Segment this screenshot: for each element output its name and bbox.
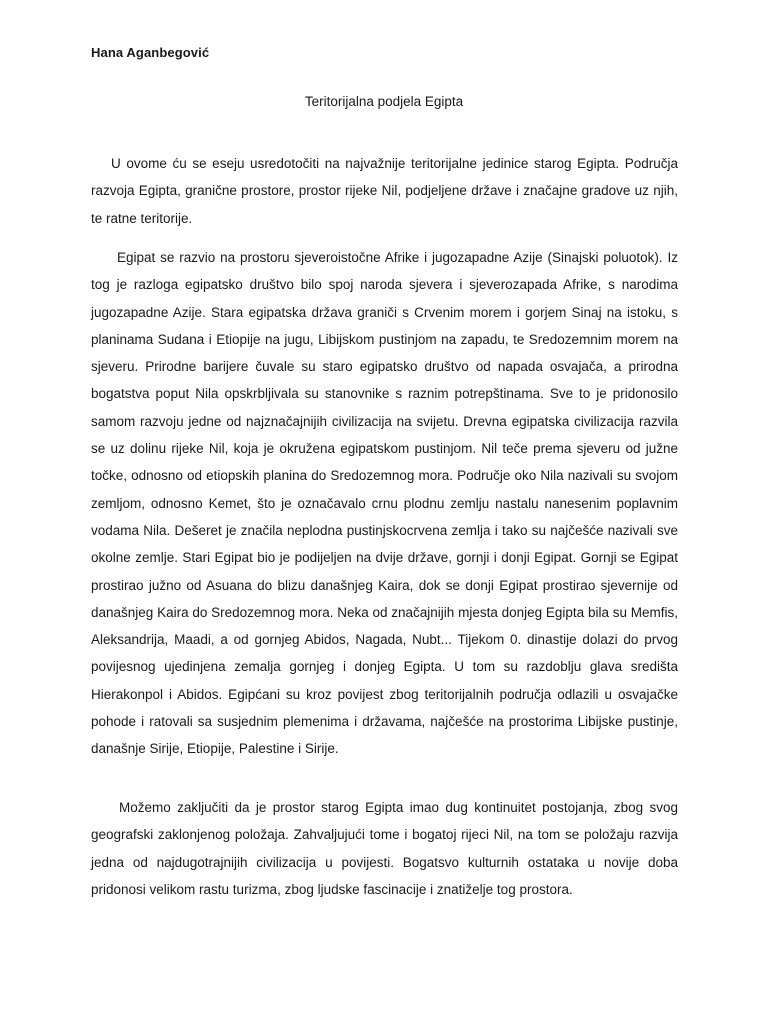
paragraph-main: Egipat se razvio na prostoru sjeveroistočne Afrike i jugozapadne Azije (Sinajski poluotok). Iz tog je razloga egipatsko društvo bilo spoj naroda sjevera i sjeverozapada Afrike, s narodima jugozapadne Azije. Stara egipatska država graniči s Crvenim morem i gorjem Sinaj na istoku, s planinama Sudana i Etiopije na jugu, Libijskom pustinjom na zapadu, te Sredozemnim morem na sjeveru. Prirodne barijere čuvale su staro egipatsko društvo od napada osvajača, a prirodna bogatstva poput Nila opskrbljivala su stanovnike s raznim potrepštinama. Sve to je pridonosilo samom razvoju jedne od najznačajnijih civilizacija na svijetu. Drevna egipatska civilizacija razvila se uz dolinu rijeke Nil, koja je okružena egipatskom pustinjom. Nil teče prema sjeveru od južne točke, odnosno od etiopskih planina do Sredozemnog mora. Područje oko Nila nazivali su svojom zemljom, odnosno Kemet, što je označavalo crnu plodnu zemlju nastalu nanesenim poplavnim vodama Nila. Dešeret je značila neplodna pustinjskocrvena zemlja i tako su najčešće nazivali sve okolne zemlje. Stari Egipat bio je podijeljen na dvije države, gornji i donji Egipat. Gornji se Egipat prostirao južno od Asuana do blizu današnjeg Kaira, dok se donji Egipat prostirao sjevernije od današnjeg Kaira do Sredozemnog mora. Neka od značajnijih mjesta donjeg Egipta bila su Memfis, Aleksandrija, Maadi, a od gornjeg Abidos, Nagada, Nubt... Tijekom 0. dinastije dolazi do prvog povijesnog ujedinjena zemalja gornjeg i donjeg Egipta. U tom su razdoblju glava središta Hierakonpol i Abidos. Egipćani su kroz povijest zbog teritorijalnih područja odlazili u osvajačke pohode i ratovali sa susjednim plemenima i državama, najčešće na prostorima Libijske pustinje, današnje Sirije, Etiopije, Palestine i Sirije. — [91, 250, 678, 757]
paragraph-introduction: U ovome ću se eseju usredotočiti na najvažnije teritorijalne jedinice starog Egipta. Područja razvoja Egipta, granične prostore, prostor rijeke Nil, podjeljene države i značajne gradove uz njih, te ratne teritorije. — [91, 156, 678, 226]
paragraph-conclusion: Možemo zaključiti da je prostor starog Egipta imao dug kontinuitet postojanja, zbog svog geografski zaklonjenog položaja. Zahvaljujući tome i bogatoj rijeci Nil, na tom se položaju razvija jedna od najdugotrajnijih civilizacija u povijesti. Bogatsvo kulturnih ostataka u novije doba pridonosi velikom rastu turizma, zbog ljudske fascinacije i znatiželje tog prostora. — [91, 800, 678, 897]
document-title: Teritorijalna podjela Egipta — [304, 94, 464, 109]
author-name: Hana Aganbegović — [91, 45, 210, 60]
